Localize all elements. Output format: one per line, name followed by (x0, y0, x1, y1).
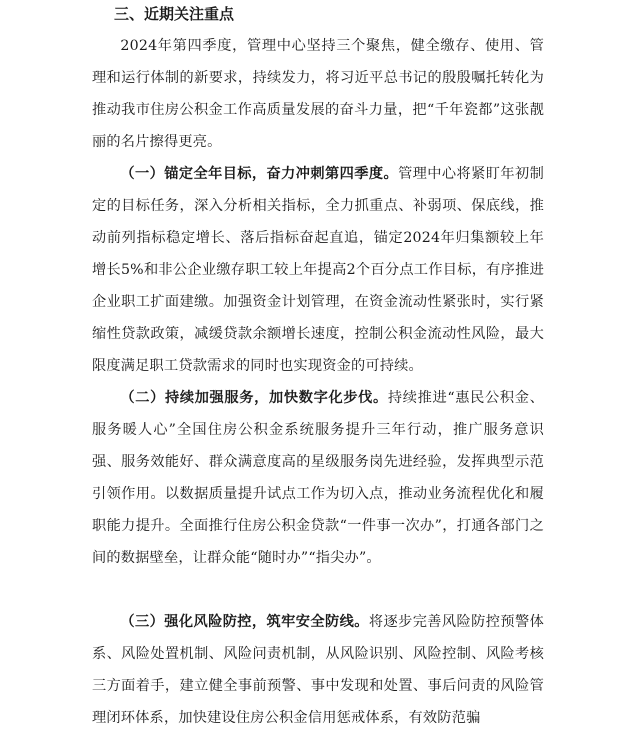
paragraph-three-body: 将逐步完善风险防控预警体系、风险处置机制、风险问责机制，从风险识别、风险控制、风险考核三方面着手，建立健全事前预警、事中发现和处置、事后问责的风险管理闭环体系，加快建设住房公积金信用惩戒体系，有效防范骗 (92, 614, 544, 726)
paragraph-one-lead: （一）锚定全年目标，奋力冲刺第四季度。 (120, 166, 399, 182)
section-heading: 三、近期关注重点 (114, 5, 235, 23)
paragraph-one (92, 158, 544, 382)
paragraph-three-lead: （三）强化风险防控，筑牢安全防线。 (120, 614, 369, 630)
paragraph-two-lead: （二）持续加强服务，加快数字化步伐。 (120, 390, 388, 406)
paragraph-two (92, 382, 544, 574)
paragraph-three (92, 606, 544, 734)
paragraph-one-body: 管理中心将紧盯年初制定的目标任务，深入分析相关指标，全力抓重点、补弱项、保底线，推动前列指标稳定增长、落后指标奋起直追，锚定2024年归集额较上年增长5%和非公企业缴存职工较上年提高2个百分点工作目标，有序推进企业职工扩面建缴。加强资金计划管理，在资金流动性紧张时，实行紧缩性贷款政策，减缓贷款余额增长速度，控制公积金流动性风险，最大限度满足职工贷款需求的同时也实现资金的可持续。 (92, 166, 544, 374)
paragraph-two-body: 持续推进“惠民公积金、服务暖人心”全国住房公积金系统服务提升三年行动，推广服务意识强、服务效能好、群众满意度高的星级服务岗先进经验，发挥典型示范引领作用。以数据质量提升试点工作为切入点，推动业务流程优化和履职能力提升。全面推行住房公积金贷款“一件事一次办”，打通各部门之间的数据壁垒，让群众能“随时办”“指尖办”。 (92, 390, 544, 566)
intro-paragraph: 2024年第四季度，管理中心坚持三个聚焦，健全缴存、使用、管理和运行体制的新要求，持续发力，将习近平总书记的殷殷嘱托转化为推动我市住房公积金工作高质量发展的奋斗力量，把“千年瓷都”这张靓丽的名片擦得更亮。 (92, 38, 544, 150)
